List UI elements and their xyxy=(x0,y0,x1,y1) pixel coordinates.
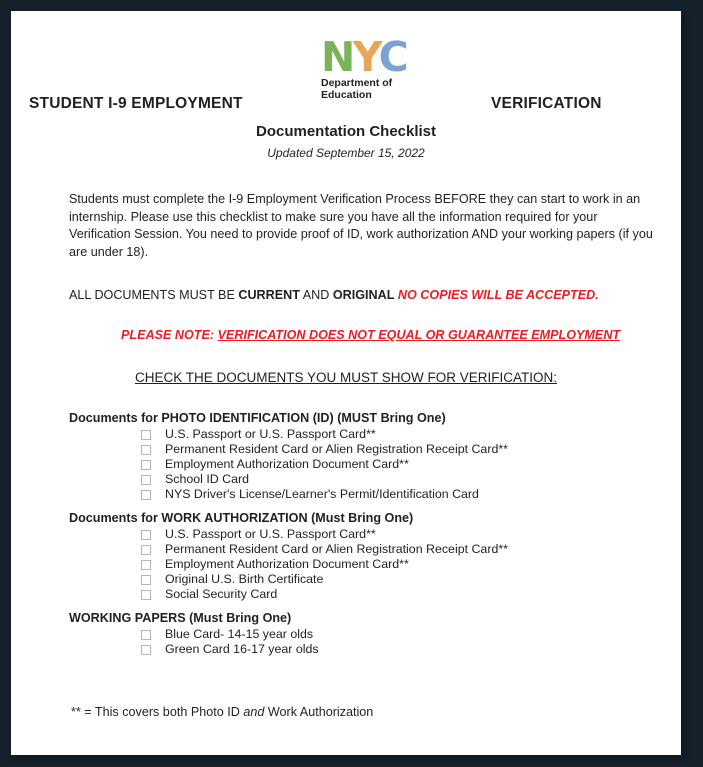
list-item-label: NYS Driver's License/Learner's Permit/Identification Card xyxy=(165,487,479,501)
all-documents-statement xyxy=(69,288,681,302)
list-item[interactable] xyxy=(69,572,681,587)
checkbox-icon[interactable] xyxy=(141,530,151,540)
list-item[interactable] xyxy=(69,557,681,572)
list-item[interactable] xyxy=(69,487,681,502)
section-working-papers xyxy=(69,611,681,657)
section-title: WORKING PAPERS (Must Bring One) xyxy=(69,611,292,625)
document-body xyxy=(11,11,681,755)
checkbox-icon[interactable] xyxy=(141,460,151,470)
list-item[interactable] xyxy=(69,442,681,457)
list-item-label: Employment Authorization Document Card** xyxy=(165,557,409,571)
list-item-label: Permanent Resident Card or Alien Registration Receipt Card** xyxy=(165,442,508,456)
list-item[interactable] xyxy=(69,527,681,542)
footnote-italic: and xyxy=(243,705,265,719)
list-item[interactable] xyxy=(69,427,681,442)
footnote-part2: Work Authorization xyxy=(264,705,374,719)
page-title-right: VERIFICATION xyxy=(491,95,602,112)
logo-subtitle-line2: Education xyxy=(321,88,372,101)
document-header xyxy=(11,11,681,101)
document-page xyxy=(11,11,681,755)
please-note-underlined: VERIFICATION DOES NOT EQUAL OR GUARANTEE EMPLOYMENT xyxy=(217,328,621,342)
section-photo-identification xyxy=(69,411,681,502)
checklist-sections xyxy=(69,411,681,657)
logo-letter-y: Y xyxy=(352,33,379,81)
list-item-label: U.S. Passport or U.S. Passport Card** xyxy=(165,427,376,441)
list-item-label: Blue Card- 14-15 year olds xyxy=(165,627,314,641)
checkbox-icon[interactable] xyxy=(141,575,151,585)
checkbox-icon[interactable] xyxy=(141,430,151,440)
checkbox-icon[interactable] xyxy=(141,545,151,555)
all-documents-part2: AND xyxy=(299,288,333,302)
list-item-label: Green Card 16-17 year olds xyxy=(165,642,319,656)
all-documents-original: ORIGINAL xyxy=(332,288,395,302)
section-title: Documents for PHOTO IDENTIFICATION (ID) (MUST Bring One) xyxy=(69,411,446,425)
section-title: Documents for WORK AUTHORIZATION (Must Bring One) xyxy=(69,511,414,525)
list-item[interactable] xyxy=(69,587,681,602)
checkbox-icon[interactable] xyxy=(141,645,151,655)
checklist-photo-id xyxy=(69,427,681,502)
list-item-label: Employment Authorization Document Card** xyxy=(165,457,409,471)
logo-letter-c: C xyxy=(378,33,407,81)
document-content xyxy=(11,191,681,719)
all-documents-current: CURRENT xyxy=(238,288,300,302)
list-item-label: Permanent Resident Card or Alien Registration Receipt Card** xyxy=(165,542,508,556)
page-subtitle: Documentation Checklist xyxy=(255,123,437,140)
nyc-wordmark xyxy=(321,33,441,81)
logo-subtitle-line1: Department of xyxy=(321,77,393,89)
checkbox-icon[interactable] xyxy=(141,560,151,570)
please-note-lead: PLEASE NOTE: xyxy=(121,328,218,342)
intro-paragraph: Students must complete the I-9 Employment Verification Process BEFORE they can start to work in an internship. Please use this checklist to make sure you have all the information required for your Verification Session. You need to provide proof of ID, work authorization AND your working papers (if you are under 18). xyxy=(69,192,653,259)
section-work-authorization xyxy=(69,511,681,602)
updated-date: Updated September 15, 2022 xyxy=(267,146,425,160)
nyc-doe-logo xyxy=(321,33,441,101)
checklist-working-papers xyxy=(69,627,681,657)
checkbox-icon[interactable] xyxy=(141,490,151,500)
checkbox-icon[interactable] xyxy=(141,590,151,600)
page-title-left: STUDENT I-9 EMPLOYMENT xyxy=(29,95,243,112)
list-item-label: School ID Card xyxy=(165,472,250,486)
checkbox-icon[interactable] xyxy=(141,475,151,485)
list-item[interactable] xyxy=(69,472,681,487)
check-documents-heading: CHECK THE DOCUMENTS YOU MUST SHOW FOR VERIFICATION: xyxy=(134,370,558,385)
list-item-label: Original U.S. Birth Certificate xyxy=(165,572,324,586)
list-item[interactable] xyxy=(69,542,681,557)
list-item-label: U.S. Passport or U.S. Passport Card** xyxy=(165,527,376,541)
list-item[interactable] xyxy=(69,627,681,642)
checkbox-icon[interactable] xyxy=(141,630,151,640)
please-note-warning xyxy=(121,328,681,342)
no-copies-warning: NO COPIES WILL BE ACCEPTED. xyxy=(394,288,599,302)
checklist-work-authorization xyxy=(69,527,681,602)
all-documents-part1: ALL DOCUMENTS MUST BE xyxy=(69,288,239,302)
list-item-label: Social Security Card xyxy=(165,587,278,601)
checkbox-icon[interactable] xyxy=(141,445,151,455)
list-item[interactable] xyxy=(69,642,681,657)
list-item[interactable] xyxy=(69,457,681,472)
footnote-part1: ** = This covers both Photo ID xyxy=(71,705,244,719)
footnote xyxy=(71,705,681,719)
logo-letter-n: N xyxy=(321,33,353,81)
logo-subtitle xyxy=(321,78,441,101)
